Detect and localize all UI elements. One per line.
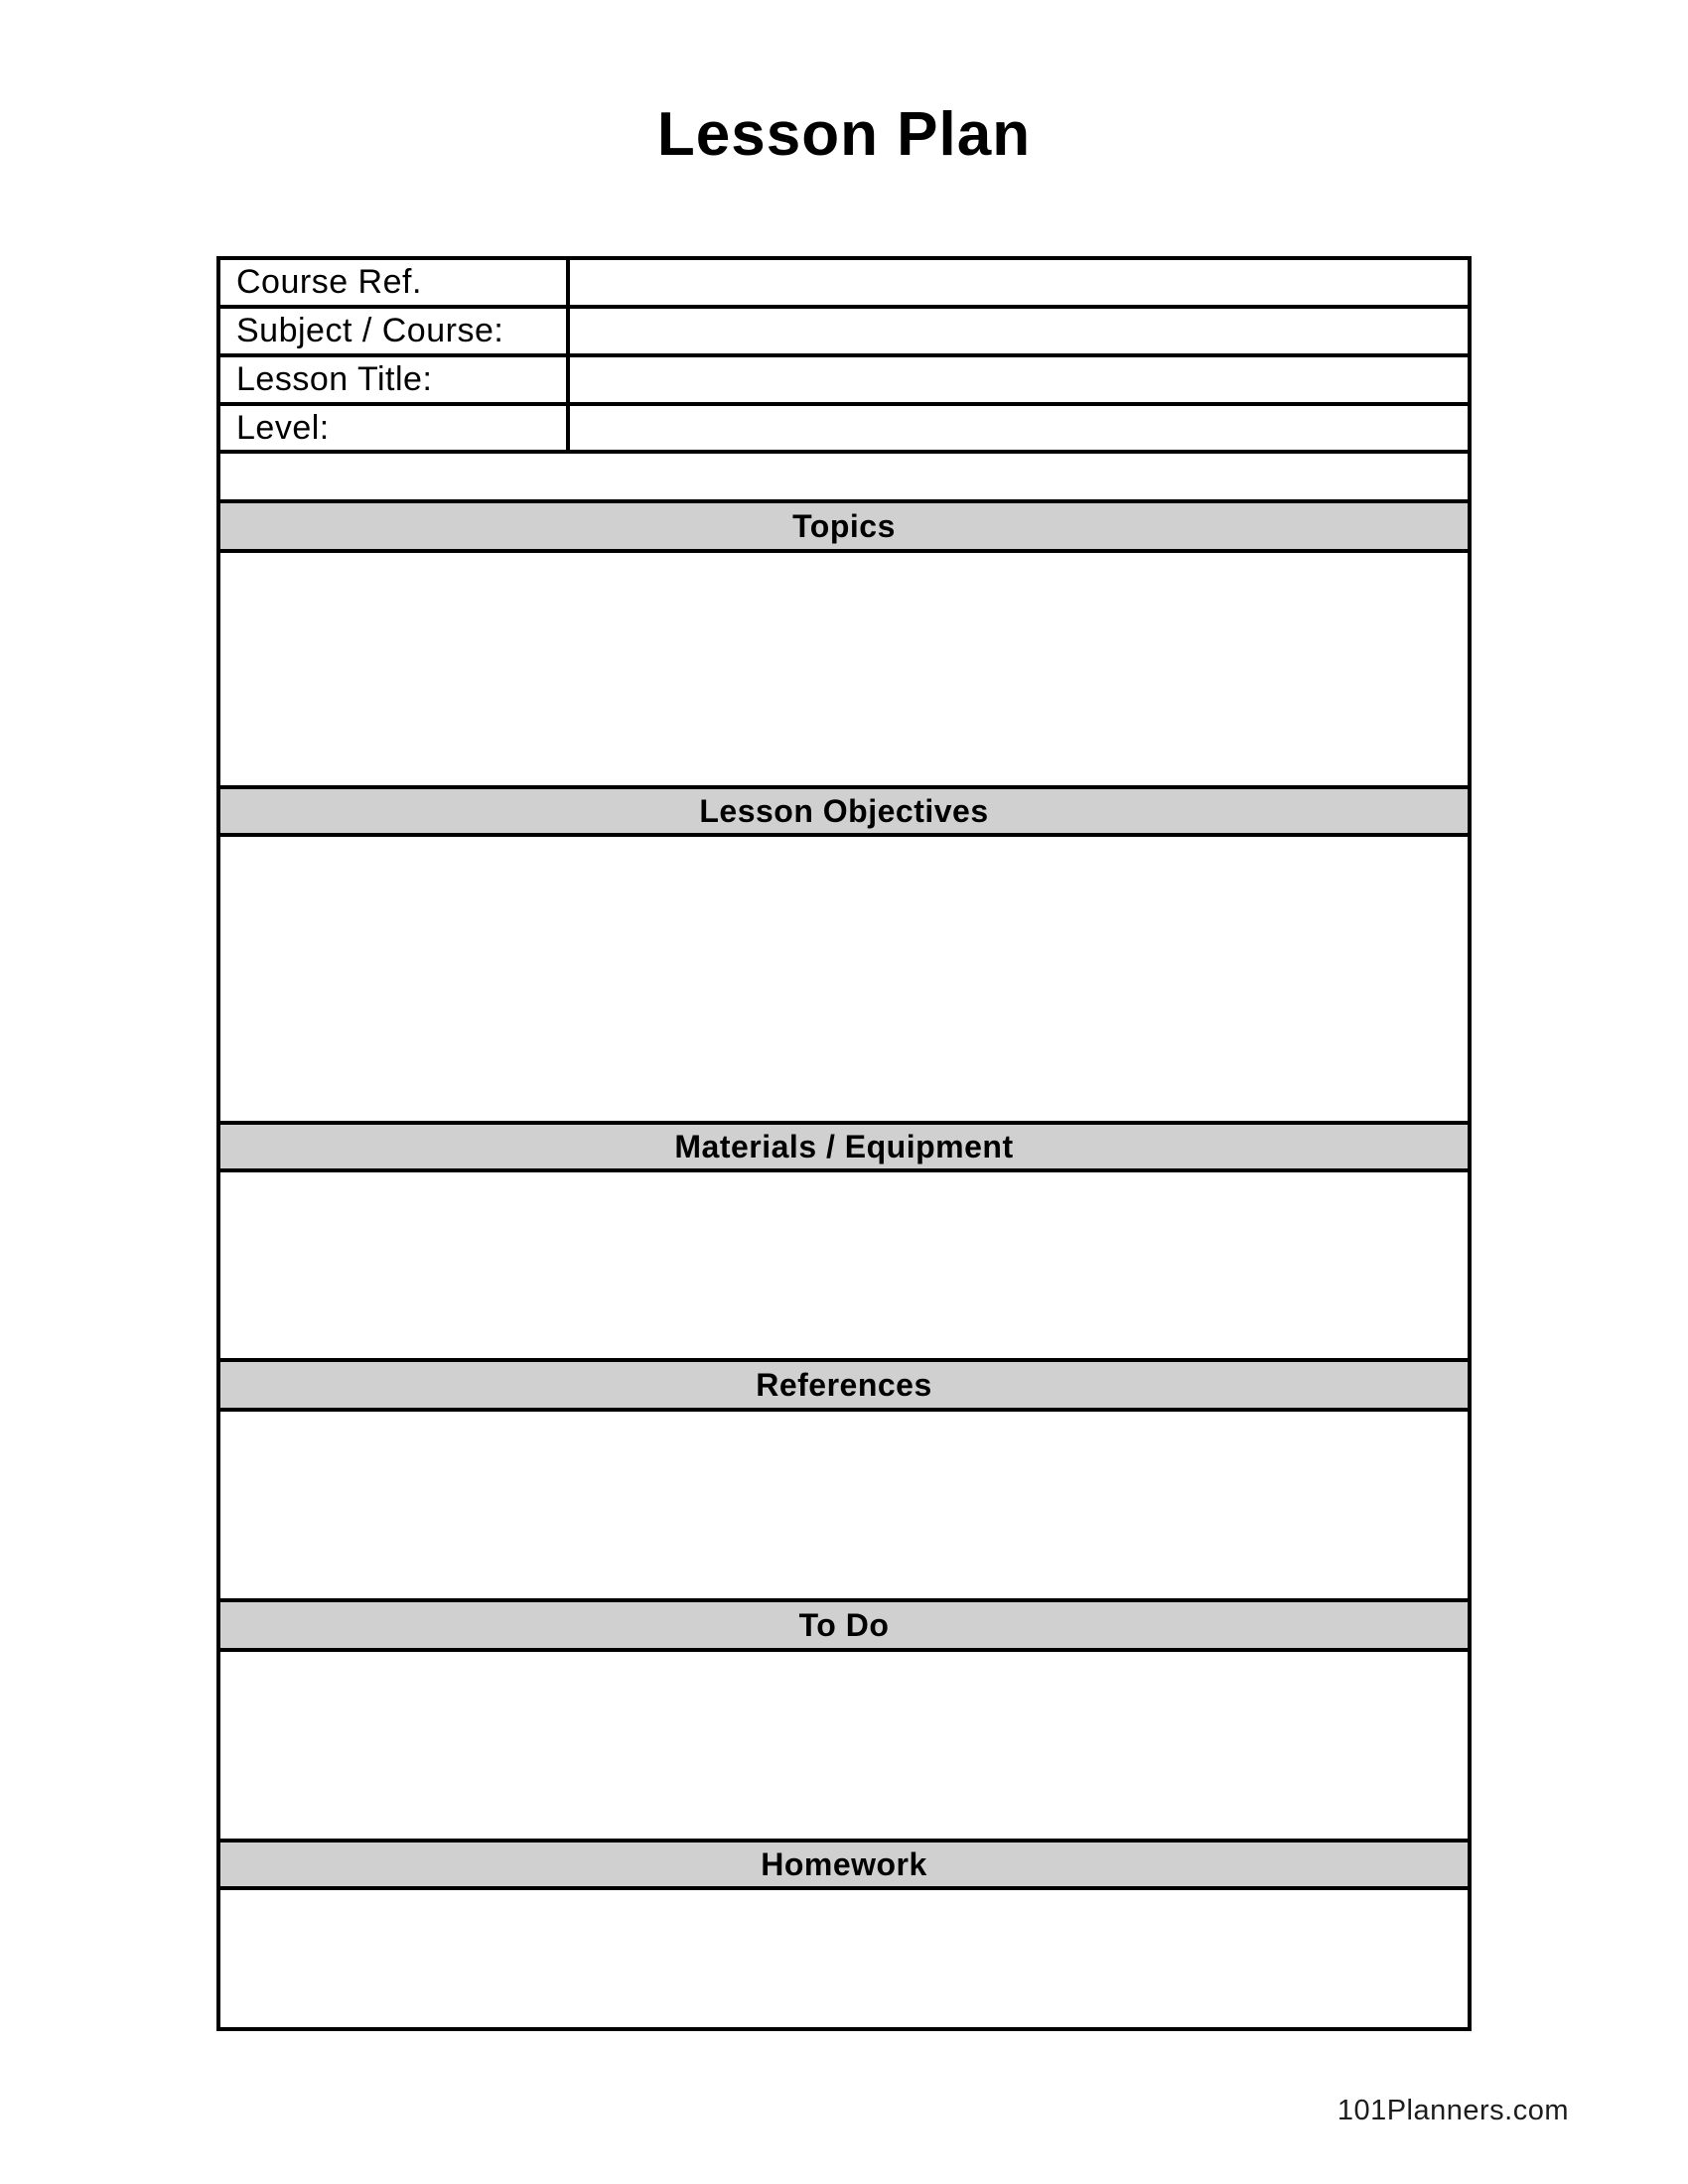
subject-course-field[interactable] — [570, 309, 1468, 353]
table-row-level — [220, 406, 1468, 454]
lesson-plan-form — [216, 256, 1472, 2031]
section-heading-to-do: To Do — [798, 1606, 890, 1643]
section-header-lesson-objectives — [220, 789, 1468, 837]
section-header-to-do — [220, 1602, 1468, 1652]
section-content-lesson-objectives[interactable] — [220, 837, 1468, 1125]
course-ref-label: Course Ref. — [220, 260, 570, 305]
table-row-subject-course — [220, 309, 1468, 357]
section-header-topics — [220, 503, 1468, 553]
subject-course-label: Subject / Course: — [220, 309, 570, 353]
section-header-materials-equipment — [220, 1125, 1468, 1172]
page-title: Lesson Plan — [656, 100, 1032, 169]
table-row-course-ref — [220, 260, 1468, 309]
spacer-row — [220, 454, 1468, 503]
section-content-materials-equipment[interactable] — [220, 1172, 1468, 1362]
footer-site-name: 101Planners.com — [1336, 2095, 1569, 2126]
lesson-title-field[interactable] — [570, 357, 1468, 402]
table-row-lesson-title — [220, 357, 1468, 406]
section-content-to-do[interactable] — [220, 1652, 1468, 1843]
section-content-topics[interactable] — [220, 553, 1468, 789]
section-content-homework[interactable] — [220, 1890, 1468, 2027]
level-label: Level: — [220, 406, 570, 450]
section-heading-lesson-objectives: Lesson Objectives — [699, 792, 989, 829]
lesson-title-label: Lesson Title: — [220, 357, 570, 402]
section-header-references — [220, 1362, 1468, 1412]
section-heading-homework: Homework — [761, 1845, 927, 1882]
section-header-homework — [220, 1843, 1468, 1890]
course-ref-field[interactable] — [570, 260, 1468, 305]
section-heading-topics: Topics — [792, 507, 896, 544]
level-field[interactable] — [570, 406, 1468, 450]
section-heading-materials-equipment: Materials / Equipment — [674, 1128, 1014, 1164]
section-heading-references: References — [756, 1366, 932, 1403]
section-content-references[interactable] — [220, 1412, 1468, 1602]
